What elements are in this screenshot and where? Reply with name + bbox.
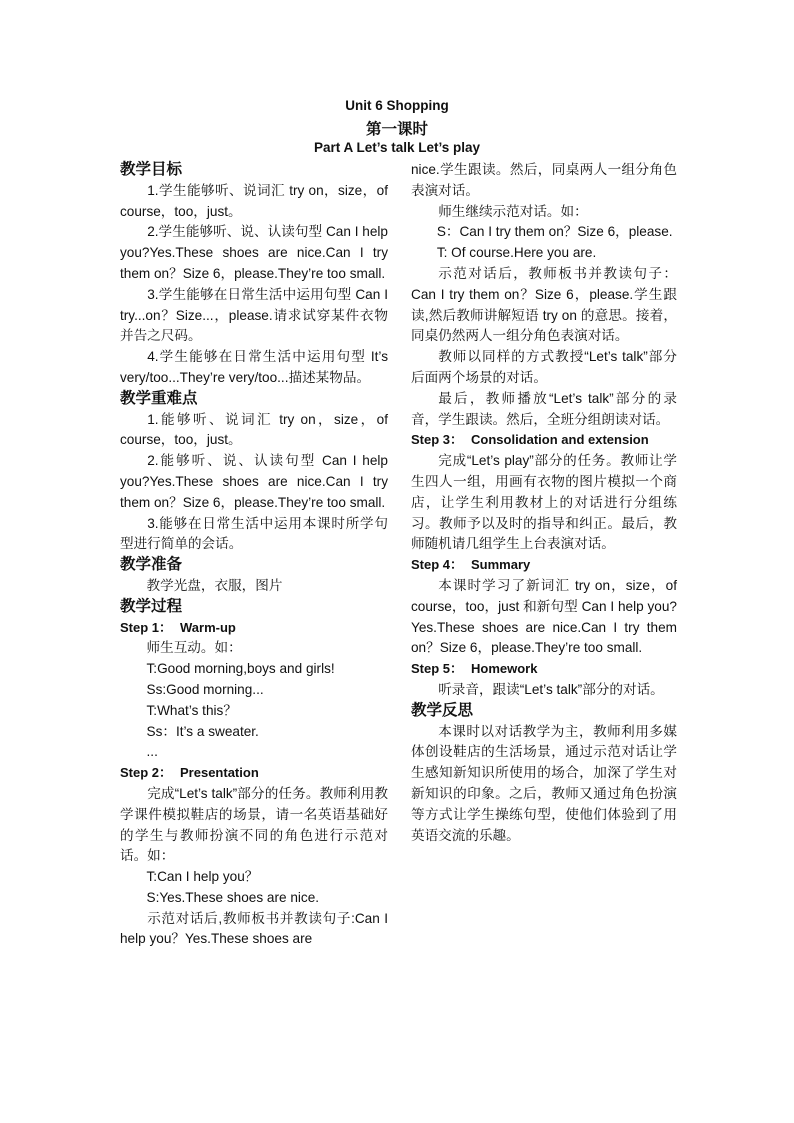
prep-text: 教学光盘，衣服，图片 — [146, 577, 283, 593]
dialog-line: S:Yes.These shoes are nice. — [146, 889, 320, 905]
step-heading — [120, 618, 388, 639]
step-line: T:What’s this？ — [146, 702, 237, 718]
paragraph: 最后，教师播放“Let’s talk”部分的录音，学生跟读。然后，全班分组朗读对话。 — [411, 390, 677, 427]
step-label: Step 1： — [120, 619, 173, 635]
step-label: Step 5： — [411, 661, 464, 677]
part-title: Part A Let’s talk Let’s play — [313, 140, 481, 155]
step-heading — [411, 430, 677, 451]
section-heading-process: 教学过程 — [120, 597, 183, 615]
objective-item: 4.学生能够在日常生活中运用句型 It’s very/too...They’re very/too...描述某物品。 — [120, 349, 388, 385]
objective-item: 1.学生能够听、说词汇 try on，size，of course，too，just。 — [120, 182, 388, 219]
step-line: Ss：It’s a sweater. — [146, 723, 259, 739]
continued-paragraph: nice.学生跟读。然后，同桌两人一组分角色表演对话。 — [411, 162, 677, 198]
step-paragraph: 示范对话后,教师板书并教读句子:Can I help you？Yes.These shoes are — [120, 910, 388, 947]
step-label: Step 2： — [120, 765, 173, 781]
step-line: ... — [146, 744, 158, 760]
objective-item: 2.学生能够听、说、认读句型 Can I help you?Yes.These shoes are nice.Can I try them on？Size 6，please.They’re too small. — [120, 224, 388, 281]
step-name: Summary — [471, 557, 531, 573]
right-column — [411, 160, 677, 846]
step-name: Homework — [471, 661, 538, 677]
dialog-line: S：Can I try them on？Size 6，please. — [436, 224, 673, 240]
step-line: T:Good morning,boys and girls! — [146, 661, 335, 677]
key-point-item: 1.能够听、说词汇 try on，size，of course，too，just。 — [120, 411, 388, 448]
unit-title: Unit 6 Shopping — [345, 98, 449, 113]
objective-item: 3.学生能够在日常生活中运用句型 Can I try...on？Size...，please.请求试穿某件衣物并告之尺码。 — [120, 286, 388, 344]
step-line: 师生互动。如： — [146, 640, 242, 656]
reflection-text: 本课时以对话教学为主，教师利用多媒体创设鞋店的生活场景，通过示范对话让学生感知新知识所使用的场合，加深了学生对新知识的印象。之后，教师又通过角色扮演等方式让学生操练句型，使他们体验到了用英语交流的乐趣。 — [411, 723, 677, 843]
key-point-item: 3.能够在日常生活中运用本课时所学句型进行简单的会话。 — [120, 515, 388, 552]
step-heading — [411, 659, 677, 680]
paragraph: 示范对话后，教师板书并教读句子：Can I try them on？Size 6，please.学生跟读,然后教师讲解短语 try on 的意思。接着，同桌仍然两人一组分角色表演对话。 — [411, 265, 677, 344]
step-name: Presentation — [180, 765, 259, 781]
step-label: Step 3： — [411, 432, 464, 448]
step-name: Consolidation and extension — [471, 432, 649, 448]
paragraph: 师生继续示范对话。如： — [438, 203, 588, 219]
step-heading — [411, 555, 677, 576]
step-line: Ss:Good morning... — [146, 681, 264, 697]
section-heading-objectives: 教学目标 — [120, 161, 183, 178]
section-heading-key-points: 教学重难点 — [120, 389, 198, 407]
left-column — [120, 160, 388, 950]
step-heading — [120, 763, 388, 784]
paragraph: 教师以同样的方式教授“Let’s talk”部分后面两个场景的对话。 — [411, 349, 677, 385]
step-paragraph: 听录音，跟读“Let’s talk”部分的对话。 — [438, 681, 664, 697]
lesson-title: 第一课时 — [365, 121, 428, 138]
step-paragraph: 完成“Let’s play”部分的任务。教师让学生四人一组，用画有衣物的图片模拟一个商店，让学生利用教材上的对话进行分组练习。教师予以及时的指导和纠正。最后，教师随机请几组学生上台表演对话。 — [411, 453, 677, 552]
dialog-line: T: Of course.Here you are. — [436, 245, 597, 261]
step-paragraph: 本课时学习了新词汇 try on，size，of course，too，just 和新句型 Can I help you?Yes.These shoes are nice.Can I try them on？Size 6，please.They’re too small. — [411, 577, 677, 656]
step-name: Warm-up — [180, 619, 236, 635]
step-paragraph: 完成“Let’s talk”部分的任务。教师利用教学课件模拟鞋店的场景，请一名英语基础好的学生与教师扮演不同的角色进行示范对话。如： — [120, 785, 388, 864]
step-label: Step 4： — [411, 557, 464, 573]
section-heading-reflection: 教学反思 — [411, 701, 474, 719]
dialog-line: T:Can I help you？ — [146, 869, 259, 885]
key-point-item: 2.能够听、说、认读句型 Can I help you?Yes.These shoes are nice.Can I try them on？Size 6，please.They’re too small. — [120, 453, 388, 510]
section-heading-prep: 教学准备 — [120, 556, 183, 574]
